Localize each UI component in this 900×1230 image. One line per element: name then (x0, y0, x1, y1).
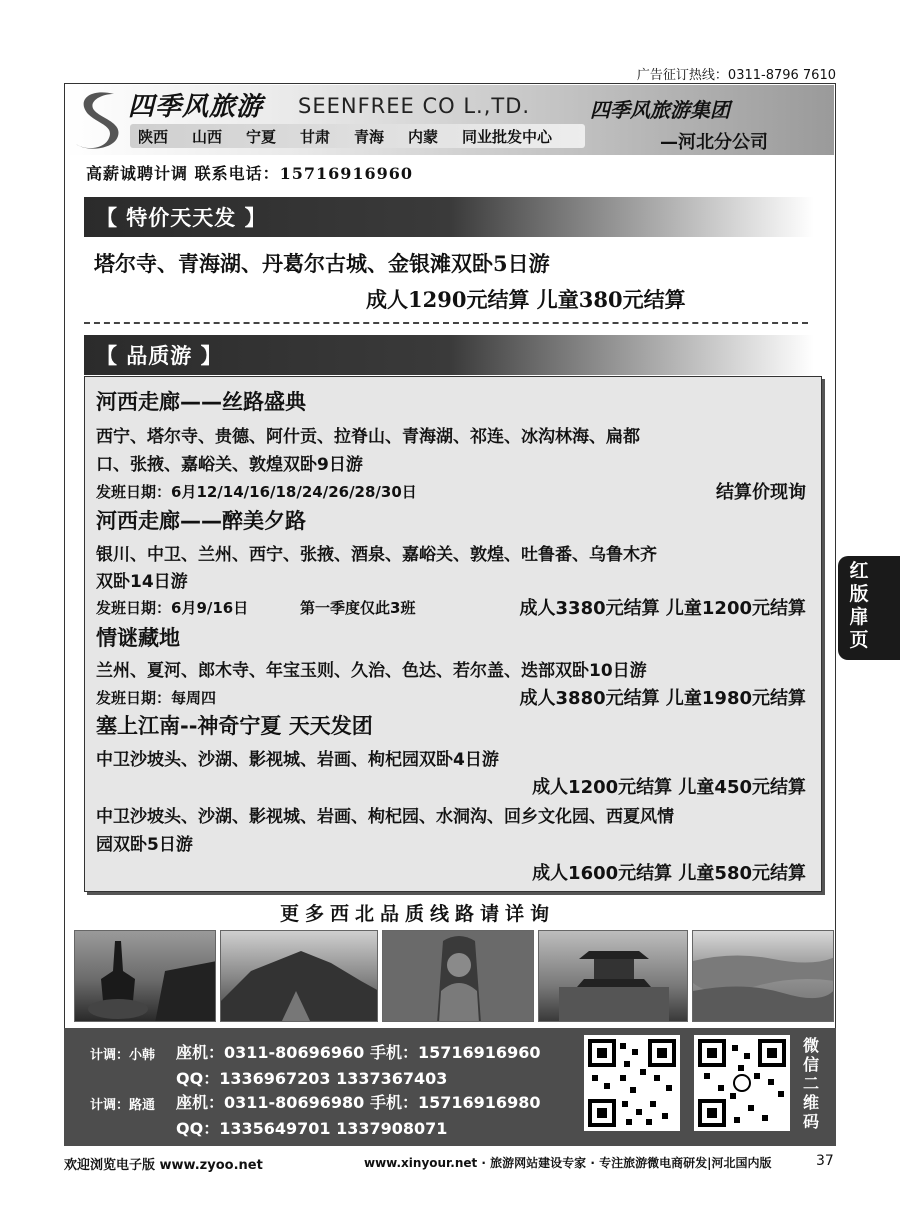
region-shanxi: 山西 (192, 128, 223, 146)
daily-route: 塔尔寺、青海湖、丹葛尔古城、金银滩双卧5日游 (94, 251, 550, 276)
tour-title: 情谜藏地 (96, 626, 180, 650)
contact-landline: 座机：0311-80696960 (176, 1043, 365, 1062)
tour-route-line: 园双卧5日游 (96, 835, 193, 855)
daily-special-banner (84, 197, 814, 237)
tour-price: 结算价现询 (716, 482, 806, 503)
daily-price: 成人1290元结算 儿童380元结算 (366, 287, 686, 312)
contact-label: 计调：小韩 (90, 1048, 156, 1063)
daily-special-title: 【 特价天天发 】 (96, 205, 267, 230)
tour-route-line: 双卧14日游 (96, 572, 188, 592)
brand-name: 四季风旅游 (128, 92, 264, 122)
brand-english-name: SEENFREE CO L.,TD. (298, 94, 531, 118)
tour-price: 成人1200元结算 儿童450元结算 (532, 777, 806, 798)
tour-price: 成人1600元结算 儿童580元结算 (532, 863, 806, 884)
wechat-qr-code-icon (694, 1035, 790, 1131)
tour-departure: 发班日期：每周四 (96, 689, 217, 707)
contact-qq: QQ：1336967203 1337367403 (176, 1069, 448, 1088)
tour-route-line: 口、张掖、嘉峪关、敦煌双卧9日游 (96, 455, 363, 475)
quality-tour-banner (84, 335, 814, 375)
page-number: 37 (816, 1153, 834, 1169)
tour-note: 第一季度仅此3班 (300, 599, 416, 617)
wholesale-center: 同业批发中心 (462, 128, 553, 146)
contact-mobile: 手机：15716916980 (370, 1093, 541, 1112)
tour-route-line: 银川、中卫、兰州、西宁、张掖、酒泉、嘉峪关、敦煌、吐鲁番、乌鲁木齐 (96, 545, 657, 565)
more-routes-heading: 更多西北品质线路请详询 (280, 903, 556, 925)
footer-website-link[interactable]: 欢迎浏览电子版 www.zyoo.net (64, 1158, 263, 1173)
contact-landline: 座机：0311-80696980 (176, 1093, 365, 1112)
contact-mobile: 手机：15716916960 (370, 1043, 541, 1062)
qr-code-icon (584, 1035, 680, 1131)
tour-title: 河西走廊——醉美夕路 (96, 509, 306, 533)
stupa-photo (74, 930, 216, 1022)
quality-tour-title: 【 品质游 】 (96, 343, 223, 368)
tour-departure: 发班日期：6月12/14/16/18/24/26/28/30日 (96, 483, 417, 501)
side-tab-label: 红版扉页 (849, 560, 869, 651)
group-name: 四季风旅游集团 (590, 98, 730, 122)
rock-mountain-photo (220, 930, 378, 1022)
canyon-landscape-photo (692, 930, 834, 1022)
wechat-qr-label: 微信二维码 (802, 1036, 819, 1131)
contact-qq: QQ：1335649701 1337908071 (176, 1119, 448, 1138)
recruit-notice: 高薪诚聘计调 联系电话：15716916960 (86, 164, 414, 183)
region-bar (130, 124, 585, 148)
tour-title: 塞上江南--神奇宁夏 天天发团 (96, 714, 373, 738)
ad-hotline: 广告征订热线：0311-8796 7610 (636, 68, 836, 83)
region-neimeng: 内蒙 (408, 128, 439, 146)
tour-route-line: 西宁、塔尔寺、贵德、阿什贡、拉脊山、青海湖、祁连、冰沟林海、扁都 (96, 427, 640, 447)
region-gansu: 甘肃 (300, 128, 331, 146)
tour-price: 成人3380元结算 儿童1200元结算 (519, 598, 806, 619)
branch-name: —河北分公司 (660, 132, 768, 153)
tour-route-line: 中卫沙坡头、沙湖、影视城、岩画、枸杞园、水洞沟、回乡文化园、西夏风情 (96, 807, 674, 827)
seenfree-s-logo (70, 86, 128, 154)
region-qinghai: 青海 (354, 128, 385, 146)
region-shaanxi: 陕西 (138, 128, 169, 146)
region-ningxia: 宁夏 (246, 128, 277, 146)
fortress-tower-photo (538, 930, 688, 1022)
section-divider (84, 322, 808, 324)
contact-label: 计调：路通 (90, 1098, 156, 1113)
footer-company-link[interactable]: www.xinyour.net · 旅游网站建设专家 · 专注旅游微电商研发|河北国内版 (364, 1156, 772, 1170)
tour-title: 河西走廊——丝路盛典 (96, 390, 306, 414)
buddha-carving-photo (382, 930, 534, 1022)
tour-route-line: 兰州、夏河、郎木寺、年宝玉则、久治、色达、若尔盖、迭部双卧10日游 (96, 661, 647, 681)
tour-departure: 发班日期：6月9/16日 (96, 599, 249, 617)
tour-route-line: 中卫沙坡头、沙湖、影视城、岩画、枸杞园双卧4日游 (96, 750, 499, 770)
tour-price: 成人3880元结算 儿童1980元结算 (519, 688, 806, 709)
